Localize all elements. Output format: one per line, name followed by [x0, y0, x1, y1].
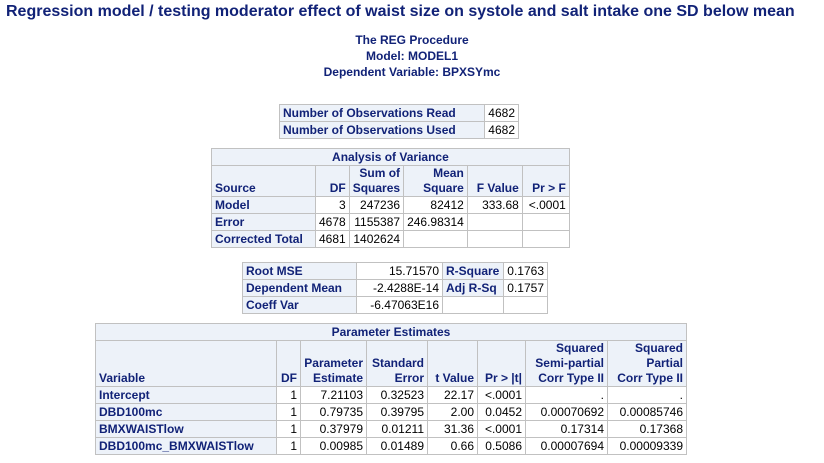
param-estimate: 7.21103: [301, 387, 367, 404]
param-partial: 0.00085746: [608, 404, 687, 421]
params-header-partial-line1: Squared: [634, 341, 683, 355]
anova-header-f: F Value: [467, 166, 522, 197]
obs-read-value: 4682: [485, 105, 519, 122]
table-header-row: [212, 166, 570, 197]
anova-df: 4678: [316, 214, 350, 231]
params-header-p: Pr > |t|: [478, 341, 526, 387]
model-name: Model: MODEL1: [366, 49, 458, 63]
param-t: 2.00: [428, 404, 478, 421]
table-row: [243, 297, 548, 314]
fit-empty-cell: [504, 297, 548, 314]
anova-f: [467, 231, 522, 248]
observations-table: [279, 104, 519, 139]
param-variable: DBD100mc: [96, 404, 277, 421]
anova-header-df: DF: [316, 166, 350, 197]
param-semipartial: 0.00007694: [526, 438, 608, 455]
anova-ss: 1402624: [349, 231, 403, 248]
params-header-partial-line3: Corr Type II: [617, 371, 683, 385]
fit-statistics-table: [242, 262, 548, 314]
params-header-semipartial-line2: Semi-partial: [535, 356, 604, 370]
params-header-estimate: [301, 341, 367, 387]
anova-header-source: Source: [212, 166, 316, 197]
anova-table: [211, 148, 570, 248]
anova-ss: 1155387: [349, 214, 403, 231]
anova-source: Error: [212, 214, 316, 231]
param-estimate: 0.79735: [301, 404, 367, 421]
procedure-header: [0, 32, 824, 80]
param-p: 0.5086: [478, 438, 526, 455]
anova-caption: Analysis of Variance: [212, 149, 570, 166]
anova-ms: [404, 231, 468, 248]
fit-value: 15.71570: [357, 263, 443, 280]
table-row: [212, 214, 570, 231]
params-header-se-line2: Error: [394, 371, 424, 385]
param-df: 1: [277, 387, 301, 404]
param-p: <.0001: [478, 387, 526, 404]
fit-value: -2.4288E-14: [357, 280, 443, 297]
params-header-partial-line2: Partial: [646, 356, 683, 370]
anova-header-ss-line1: Sum of: [359, 166, 401, 180]
params-header-t: t Value: [428, 341, 478, 387]
param-estimate: 0.37979: [301, 421, 367, 438]
param-variable: BMXWAISTlow: [96, 421, 277, 438]
fit-value: 0.1757: [504, 280, 548, 297]
anova-ms: 246.98314: [404, 214, 468, 231]
parameter-estimates-table: [95, 323, 687, 455]
param-t: 31.36: [428, 421, 478, 438]
anova-p: [522, 231, 569, 248]
param-df: 1: [277, 421, 301, 438]
table-row: [96, 387, 687, 404]
procedure-name: The REG Procedure: [355, 33, 469, 47]
page-title: Regression model / testing moderator effect of waist size on systole and salt intake one SD below mean: [6, 3, 795, 20]
table-row: [212, 231, 570, 248]
param-variable: Intercept: [96, 387, 277, 404]
anova-p: <.0001: [522, 197, 569, 214]
table-row: [243, 280, 548, 297]
fit-label: Adj R-Sq: [443, 280, 504, 297]
params-header-df: DF: [277, 341, 301, 387]
param-df: 1: [277, 404, 301, 421]
params-header-estimate-line1: Parameter: [304, 356, 363, 370]
fit-value: 0.1763: [504, 263, 548, 280]
param-se: 0.39795: [367, 404, 428, 421]
anova-ms: 82412: [404, 197, 468, 214]
anova-ss: 247236: [349, 197, 403, 214]
params-header-partial: [608, 341, 687, 387]
obs-used-value: 4682: [485, 122, 519, 139]
params-header-estimate-line2: Estimate: [312, 371, 363, 385]
table-row: [212, 197, 570, 214]
params-caption: Parameter Estimates: [96, 324, 687, 341]
table-row: [96, 404, 687, 421]
anova-f: 333.68: [467, 197, 522, 214]
param-t: 0.66: [428, 438, 478, 455]
dependent-variable: Dependent Variable: BPXSYmc: [323, 65, 501, 79]
obs-used-label: Number of Observations Used: [280, 122, 485, 139]
fit-label: Root MSE: [243, 263, 357, 280]
anova-source: Corrected Total: [212, 231, 316, 248]
fit-label: Coeff Var: [243, 297, 357, 314]
anova-df: 4681: [316, 231, 350, 248]
param-semipartial: 0.00070692: [526, 404, 608, 421]
param-variable: DBD100mc_BMXWAISTlow: [96, 438, 277, 455]
table-row: [96, 438, 687, 455]
params-header-semipartial-line3: Corr Type II: [538, 371, 604, 385]
fit-label: R-Square: [443, 263, 504, 280]
fit-empty-cell: [443, 297, 504, 314]
table-row: [96, 421, 687, 438]
fit-value: -6.47063E16: [357, 297, 443, 314]
anova-p: [522, 214, 569, 231]
anova-header-ss: [349, 166, 403, 197]
param-partial: 0.00009339: [608, 438, 687, 455]
param-p: 0.0452: [478, 404, 526, 421]
table-row: [212, 149, 570, 166]
param-semipartial: .: [526, 387, 608, 404]
param-p: <.0001: [478, 421, 526, 438]
param-df: 1: [277, 438, 301, 455]
fit-label: Dependent Mean: [243, 280, 357, 297]
anova-f: [467, 214, 522, 231]
params-header-variable: Variable: [96, 341, 277, 387]
param-semipartial: 0.17314: [526, 421, 608, 438]
param-estimate: 0.00985: [301, 438, 367, 455]
obs-read-label: Number of Observations Read: [280, 105, 485, 122]
anova-source: Model: [212, 197, 316, 214]
param-se: 0.32523: [367, 387, 428, 404]
anova-header-ms-line1: Mean: [433, 166, 464, 180]
anova-header-ss-line2: Squares: [352, 181, 401, 195]
table-row: [280, 122, 519, 139]
param-partial: .: [608, 387, 687, 404]
anova-header-p: Pr > F: [522, 166, 569, 197]
table-row: [96, 324, 687, 341]
param-partial: 0.17368: [608, 421, 687, 438]
params-header-se: [367, 341, 428, 387]
param-se: 0.01211: [367, 421, 428, 438]
table-header-row: [96, 341, 687, 387]
table-row: [243, 263, 548, 280]
anova-header-ms: [404, 166, 468, 197]
params-header-se-line1: Standard: [371, 356, 424, 370]
params-header-semipartial-line1: Squared: [555, 341, 604, 355]
params-header-semipartial: [526, 341, 608, 387]
anova-df: 3: [316, 197, 350, 214]
param-t: 22.17: [428, 387, 478, 404]
param-se: 0.01489: [367, 438, 428, 455]
table-row: [280, 105, 519, 122]
anova-header-ms-line2: Square: [423, 181, 464, 195]
